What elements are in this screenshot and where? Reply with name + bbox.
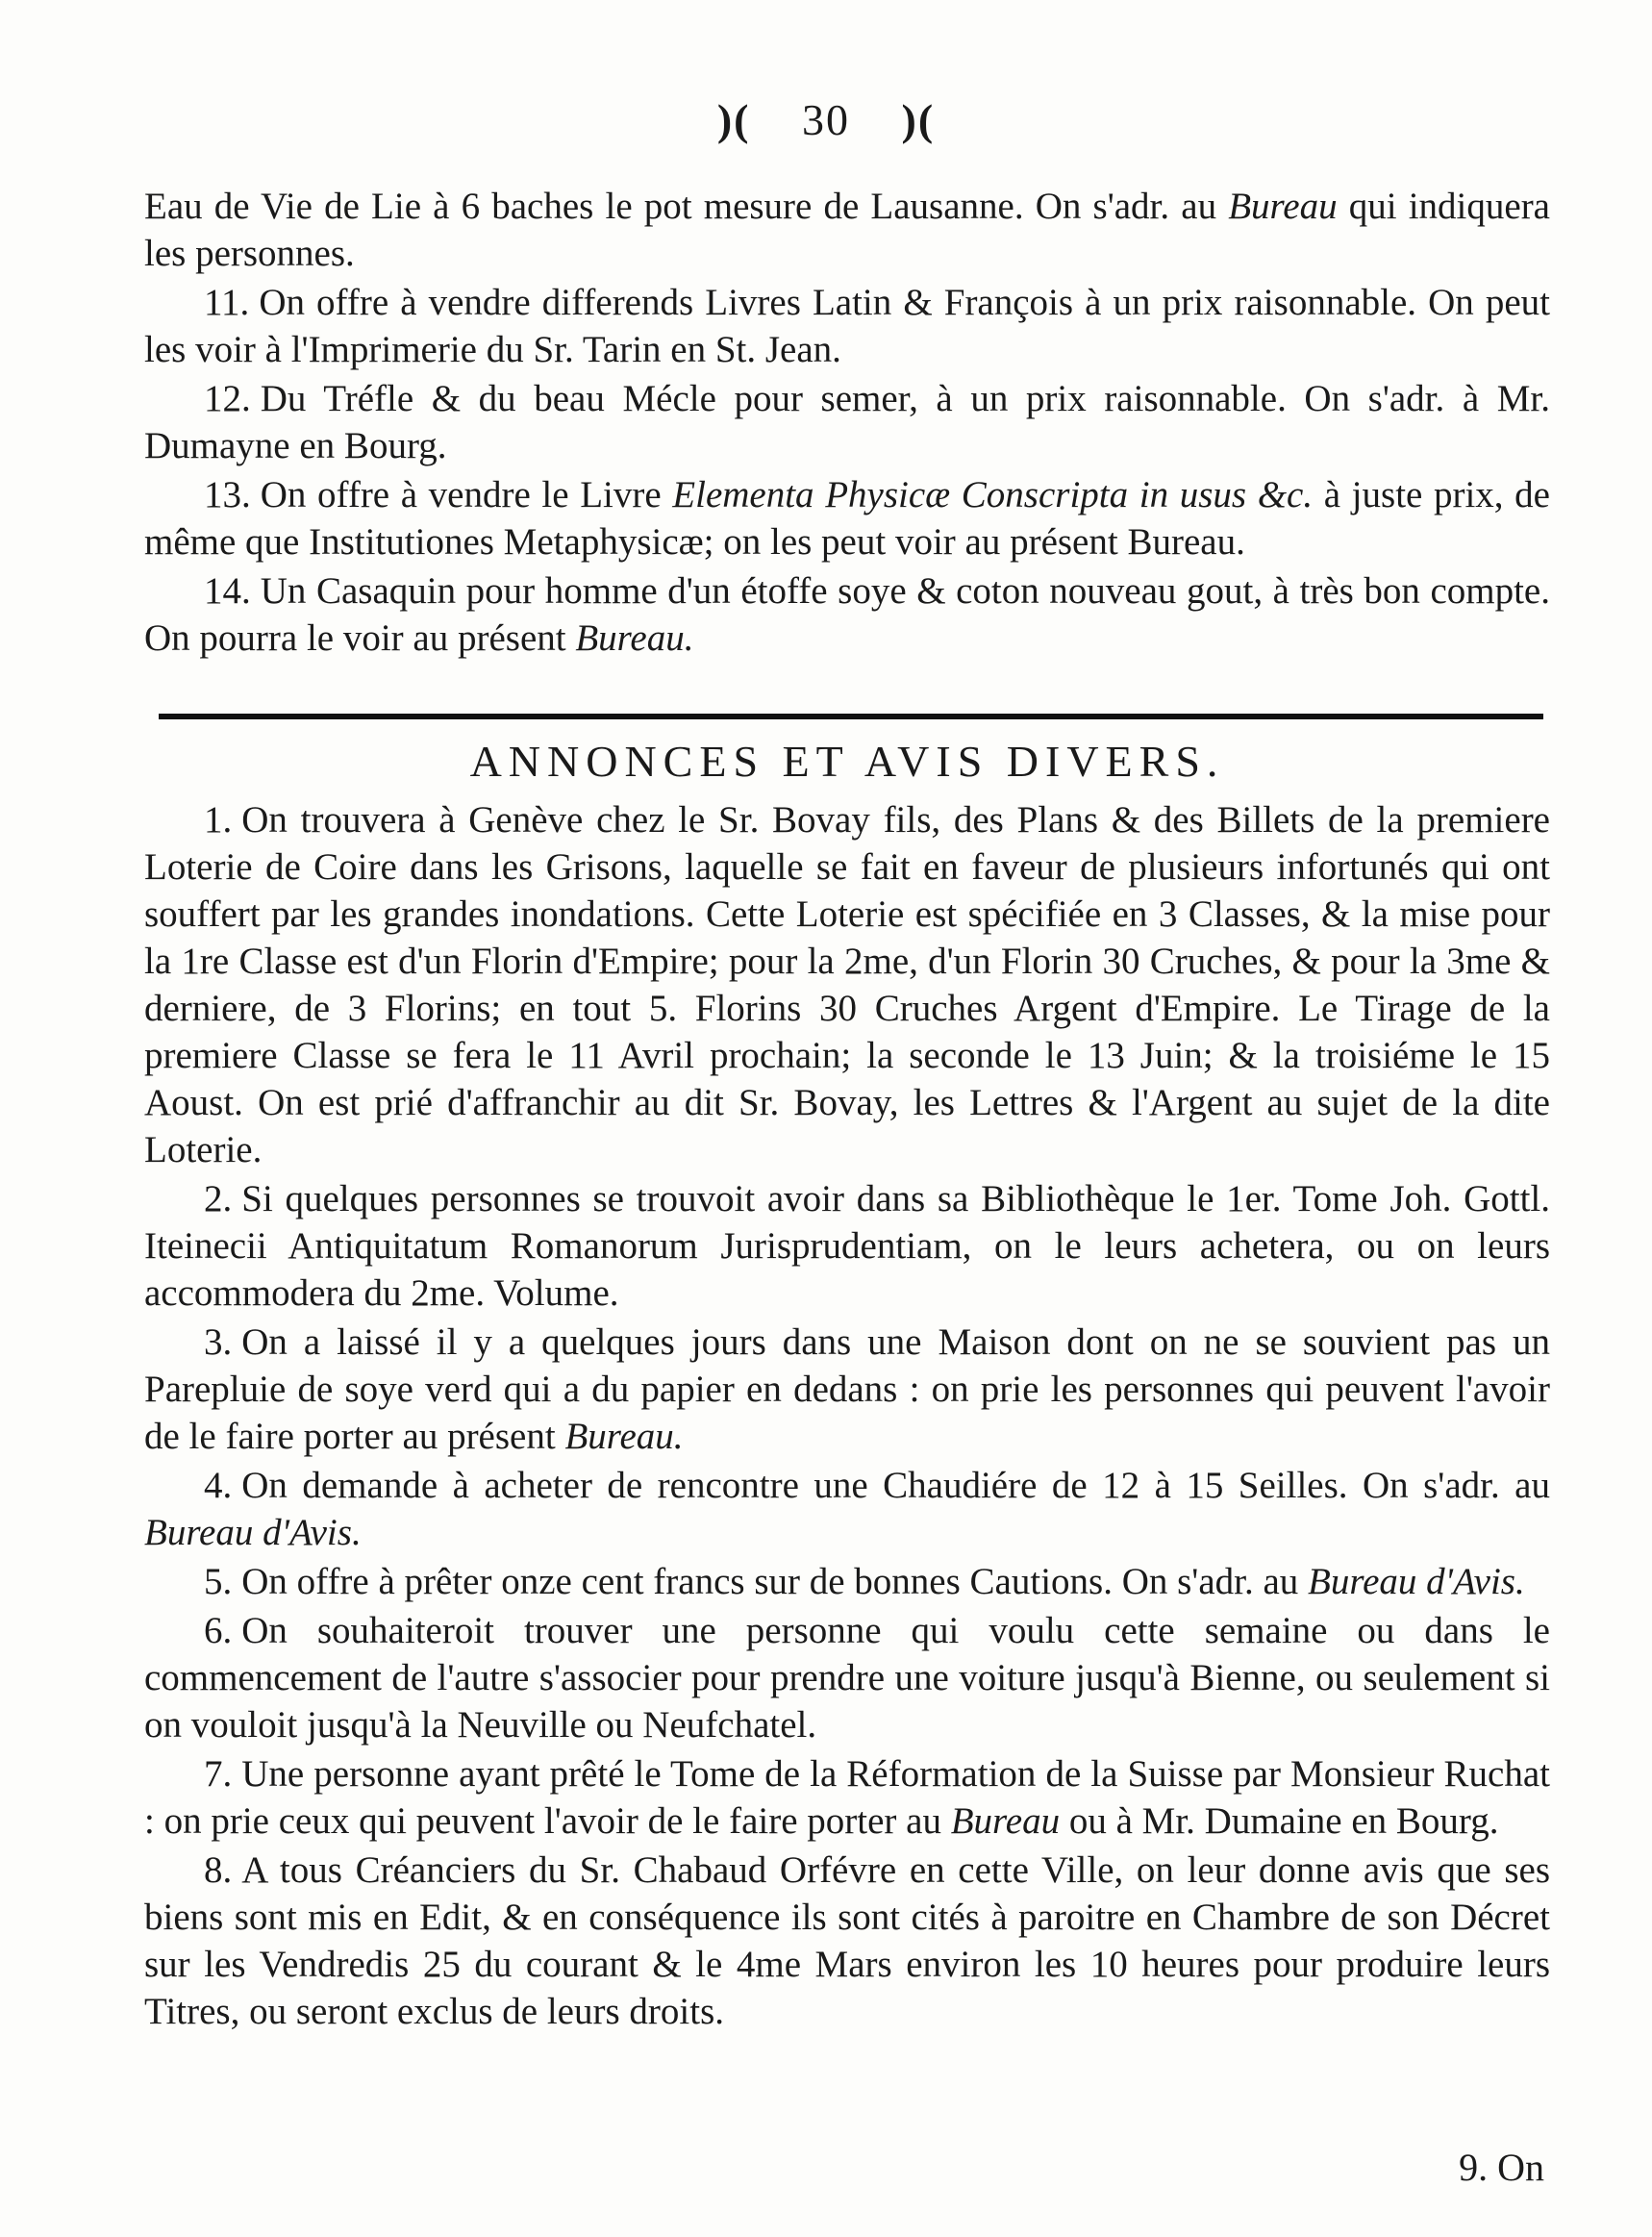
entry-number: 7. (204, 1753, 233, 1795)
entry-number: 11. (204, 282, 250, 323)
entry-number: 13. (204, 474, 251, 515)
avis-entry-6 (144, 1607, 1550, 1748)
notice-entry-14 (144, 567, 1550, 662)
entry-number: 14. (204, 570, 251, 612)
entry-text: On demande à acheter de rencontre une Chaudiére de 12 à 15 Seilles. On s'adr. au (241, 1465, 1550, 1506)
entry-number: 3. (204, 1321, 233, 1363)
notice-entry-12 (144, 375, 1550, 469)
entry-tail: ou à Mr. Dumaine en Bourg. (1060, 1800, 1499, 1842)
entry-tail: qui indiquera les personnes. (144, 186, 1550, 274)
entry-text: On a laissé il y a quelques jours dans une Maison dont on ne se souvient pas un Parepluie de soye verd qui a du papier en dedans : on prie les personnes qui peuvent l'avoir de le faire porter au présent (144, 1321, 1550, 1457)
avis-entry-7 (144, 1750, 1550, 1845)
page-number: 30 (802, 95, 850, 144)
entry-text: Eau de Vie de Lie à 6 baches le pot mesure de Lausanne. On s'adr. au (144, 186, 1229, 227)
header-left-mark: )( (716, 95, 751, 144)
entry-number: 1. (204, 799, 233, 841)
entry-italic: Bureau d'Avis. (1308, 1561, 1525, 1602)
avis-entry-1 (144, 796, 1550, 1173)
entry-number: 5. (204, 1561, 233, 1602)
entry-text: On offre à vendre le Livre (260, 474, 673, 515)
avis-entry-4 (144, 1462, 1550, 1556)
entry-italic: Bureau. (564, 1416, 684, 1457)
entry-italic: Bureau. (575, 617, 694, 659)
entry-text: A tous Créanciers du Sr. Chabaud Orfévre en cette Ville, on leur donne avis que ses biens sont mis en Edit, & en conséquence ils sont cités à paroitre en Chambre de son Décret sur les Vendredis 25 du courant & le 4me Mars environ les 10 heures pour produire leurs Titres, ou seront exclus de leurs droits. (144, 1849, 1550, 2032)
entry-italic: Elementa Physicæ Conscripta in usus &c. (672, 474, 1314, 515)
entry-number: 2. (204, 1178, 233, 1219)
entry-text: On trouvera à Genève chez le Sr. Bovay fils, des Plans & des Billets de la premiere Loterie de Coire dans les Grisons, laquelle se fait en faveur de plusieurs infortunés qui ont souffert par les grandes inondations. Cette Loterie est spécifiée en 3 Classes, & la mise pour la 1re Classe est d'un Florin d'Empire; pour la 2me, d'un Florin 30 Cruches, & pour la 3me & derniere, de 3 Florins; en tout 5. Florins 30 Cruches Argent d'Empire. Le Tirage de la premiere Classe se fera le 11 Avril prochain; la seconde le 13 Juin; & la troisiéme le 15 Aoust. On est prié d'affranchir au dit Sr. Bovay, les Lettres & l'Argent au sujet de la dite Loterie. (144, 799, 1550, 1170)
sale-notices (144, 183, 1550, 664)
entry-text: Un Casaquin pour homme d'un étoffe soye & coton nouveau gout, à très bon compte. On pourra le voir au présent (144, 570, 1550, 659)
entry-number: 6. (204, 1610, 233, 1651)
entry-italic: Bureau d'Avis. (144, 1512, 362, 1553)
avis-entry-3 (144, 1319, 1550, 1460)
notice-entry-continued (144, 183, 1550, 277)
header-right-mark: )( (901, 95, 936, 144)
entry-italic: Bureau (950, 1800, 1061, 1842)
entry-number: 8. (204, 1849, 233, 1891)
entry-text: On offre à prêter onze cent francs sur de bonnes Cautions. On s'adr. au (241, 1561, 1309, 1602)
entry-text: Une personne ayant prêté le Tome de la Réformation de la Suisse par Monsieur Ruchat : on prie ceux qui peuvent l'avoir de le faire porter au (144, 1753, 1550, 1842)
entry-number: 12. (204, 378, 251, 419)
page-header (0, 94, 1652, 145)
notice-entry-13 (144, 471, 1550, 566)
notice-entry-11 (144, 279, 1550, 373)
avis-entry-5 (144, 1558, 1550, 1605)
entry-number: 4. (204, 1465, 233, 1506)
catchword: 9. On (1459, 2146, 1544, 2189)
section-title: ANNONCES ET AVIS DIVERS. (469, 737, 1225, 786)
entry-tail: à juste prix, de même que Institutiones Metaphysicæ; on les peut voir au présent Bureau. (144, 474, 1550, 563)
avis-entry-8 (144, 1847, 1550, 2035)
entry-text: On souhaiteroit trouver une personne qui voulu cette semaine ou dans le commencement de l'autre s'associer pour prendre une voiture jusqu'à Bienne, ou seulement si on vouloit jusqu'à la Neuville ou Neufchatel. (144, 1610, 1550, 1746)
entry-italic: Bureau (1228, 186, 1338, 227)
avis-notices (144, 796, 1550, 2037)
entry-text: On offre à vendre differends Livres Latin & François à un prix raisonnable. On peut les voir à l'Imprimerie du Sr. Tarin en St. Jean. (144, 282, 1550, 370)
entry-text: Du Tréfle & du beau Mécle pour semer, à un prix raisonnable. On s'adr. à Mr. Dumayne en Bourg. (144, 378, 1550, 466)
section-divider (159, 714, 1543, 719)
avis-entry-2 (144, 1175, 1550, 1317)
entry-text: Si quelques personnes se trouvoit avoir dans sa Bibliothèque le 1er. Tome Joh. Gottl. Iteinecii Antiquitatum Romanorum Jurisprudentiam, on le leurs achetera, ou on leurs accommodera du 2me. Volume. (144, 1178, 1550, 1314)
